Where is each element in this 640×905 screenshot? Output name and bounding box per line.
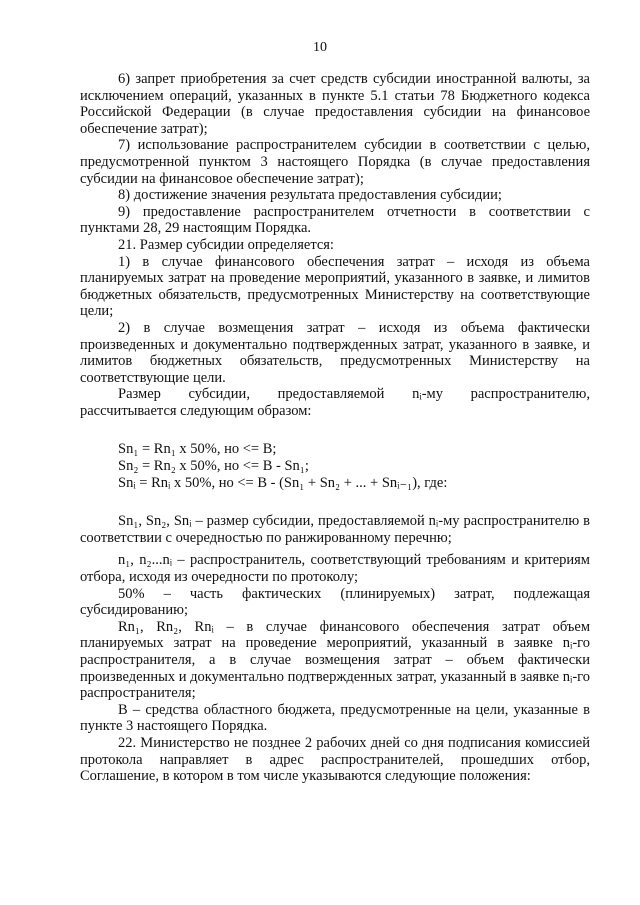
formula-line: Sn₁ = Rn₁ x 50%, но <= B;	[118, 441, 277, 458]
paragraph-21-item-1: 1) в случае финансового обеспечения затрат – исходя из объема планируемых затрат на проведение мероприятий, указанного в заявке, и лимитов бюджетных обязательств, предусмотренных Министерству на соответствующие цели;	[80, 253, 590, 320]
paragraph-section-21: 21. Размер субсидии определяется:	[118, 236, 334, 253]
paragraph-item-6: 6) запрет приобретения за счет средств субсидии иностранной валюты, за исключением операций, указанных в пункте 5.1 статьи 78 Бюджетного кодекса Российской Федерации (в случае предоставления субсидии на финансовое обеспечение затрат);	[80, 71, 590, 137]
page-number: 10	[313, 40, 327, 55]
definition-b: B – средства областного бюджета, предусмотренные на цели, указанные в пункте 3 настоящего Порядка.	[80, 701, 590, 735]
definition-sn: Sn₁, Sn₂, Snᵢ – размер субсидии, предоставляемой nᵢ-му распространителю в соответствии с очередностью по ранжированному перечню;	[80, 513, 590, 546]
paragraph-21-item-2: 2) в случае возмещения затрат – исходя из объема фактически произведенных и документально подтвержденных затрат, указанного в заявке, и лимитов бюджетных обязательств, предусмотренных Министерству на соответствующие цели.	[80, 319, 590, 386]
paragraph-section-22: 22. Министерство не позднее 2 рабочих дней со дня подписания комиссией протокола направляет в адрес распространителей, прошедших отбор, Соглашение, в котором в том числе указываются следующие положения:	[80, 734, 590, 785]
definition-50-percent: 50% – часть фактических (плинируемых) затрат, подлежащая субсидированию;	[80, 585, 590, 619]
paragraph-calculation-intro: Размер субсидии, предоставляемой nᵢ-му распространителю, рассчитывается следующим образом:	[80, 386, 590, 419]
definition-n: n₁, n₂...nᵢ – распространитель, соответствующий требованиям и критериям отбора, исходя из очередности по протоколу;	[80, 552, 590, 586]
paragraph-item-7: 7) использование распространителем субсидии в соответствии с целью, предусмотренной пунктом 3 настоящего Порядка (в случае предоставления субсидии на финансовое обеспечение затрат);	[80, 137, 590, 187]
paragraph-item-9: 9) предоставление распространителем отчетности в соответствии с пунктами 28, 29 настоящим Порядка.	[80, 203, 590, 237]
formula-line: Sn₂ = Rn₂ x 50%, но <= B - Sn₁;	[118, 458, 309, 475]
document-body	[80, 71, 590, 785]
definition-rn: Rn₁, Rn₂, Rnᵢ – в случае финансового обеспечения затрат объем планируемых затрат на проведение мероприятий, указанный в заявке nᵢ-го распространителя, а в случае возмещения затрат – объем фактически произведенных и документально подтвержденных затрат, указанный в заявке nᵢ-го распространителя;	[80, 618, 590, 702]
formula-line: Snᵢ = Rnᵢ x 50%, но <= B - (Sn₁ + Sn₂ + ... + Snᵢ₋₁), где:	[118, 474, 448, 491]
paragraph-item-8: 8) достижение значения результата предоставления субсидии;	[118, 187, 502, 204]
formula-block	[80, 441, 590, 491]
